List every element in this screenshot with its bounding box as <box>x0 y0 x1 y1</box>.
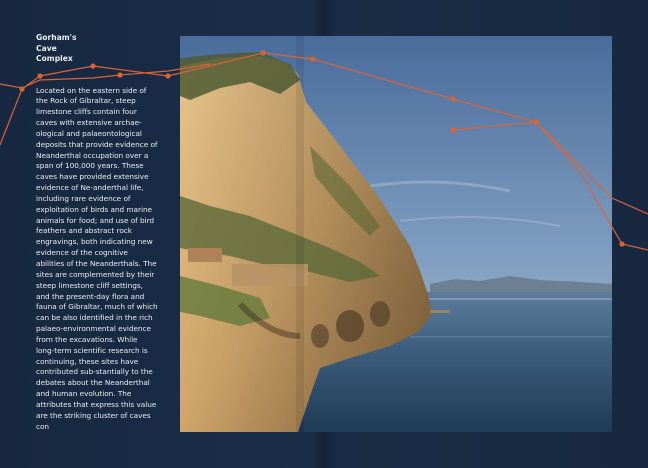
article-body: Located on the eastern side of the Rock of Gibraltar, steep limestone cliffs contain four caves with extensive archae-ological and palaeontological deposits that provide evidence of Neanderthal occupation over a span of 100,000 years. These caves have provided extensive evidence of Ne-anderthal life, including rare evidence of exploitation of birds and marine animals for food; and use of bird feathers and abstract rock engravings, both indicating new evidence of the cognitive abilities of the Neanderthals. The sites are complemented by their steep limestone cliff settings, and the present-day flora and fauna of Gibraltar, much of which can be also identified in the rich palaeo-environmental evidence from the excavations. While long-term scientific research is continuing, these sites have contributed sub-stantially to the debates about the Neanderthal and human evolution. The attributes that express this value are the striking cluster of caves con <box>36 85 158 431</box>
text-column <box>36 33 158 433</box>
gibraltar-cliff-photo <box>180 36 612 432</box>
article-title: Gorham's Cave Complex <box>36 33 77 63</box>
